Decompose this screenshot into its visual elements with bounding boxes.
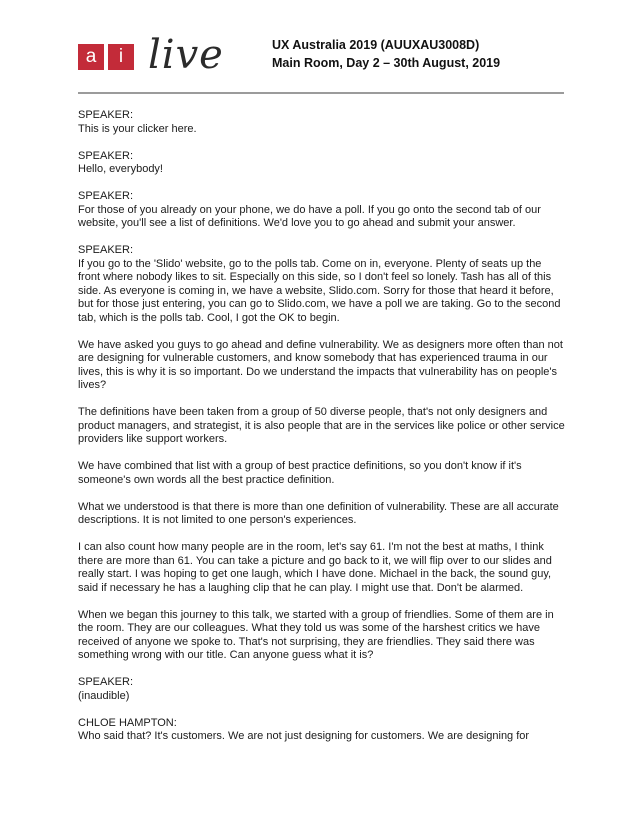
transcript-paragraph: When we began this journey to this talk, we started with a group of friendlies. Some of them are in the room. They are our colleagues. What they told us was some of the harshest critics we have received of anyone we spoke to. That's not surprising, they are friendlies. They said there was something wrong with our title. Can anyone guess what it is? (78, 608, 554, 661)
transcript-section (78, 190, 565, 231)
speaker-label: SPEAKER: (78, 109, 134, 121)
logo-script-live: live (148, 32, 224, 78)
transcript-paragraph: This is your clicker here. (78, 122, 197, 135)
transcript-section (78, 244, 565, 663)
transcript-paragraph: We have combined that list with a group of best practice definitions, so you don't know if it's someone's own words all the best practice definition. (78, 460, 522, 486)
speaker-label: SPEAKER: (78, 244, 134, 256)
transcript-section (78, 109, 565, 136)
document-title-line1: UX Australia 2019 (AUUXAU3008D) (272, 38, 480, 52)
transcript-paragraph: For those of you already on your phone, we do have a poll. If you go onto the second tab of our website, you'll see a list of definitions. We'd love you to go ahead and submit your answer. (78, 203, 541, 229)
transcript-paragraph: The definitions have been taken from a group of 50 diverse people, that's not only designers and product managers, and strategist, it is also people that are in the services like police or other service providers like support workers. (78, 406, 565, 445)
transcript-section (78, 676, 565, 703)
transcript-body (78, 109, 565, 757)
transcript-paragraph: Who said that? It's customers. We are not just designing for customers. We are designing for (78, 730, 530, 742)
speaker-label: SPEAKER: (78, 676, 134, 688)
document-title (272, 37, 500, 72)
logo-letter-a-square: a (78, 44, 104, 70)
transcript-paragraph: I can also count how many people are in the room, let's say 61. I'm not the best at maths, I think there are more than 61. You can take a picture and go back to it, we will flip over to our slides and really start. I was hoping to get one laugh, which I have done. Michael in the back, the sound guy, said if necessary he has a laughing clip that he can play. I might use that. Don't be alarmed. (78, 541, 552, 594)
transcript-paragraph: What we understood is that there is more than one definition of vulnerability. These are all accurate descriptions. It is not limited to one person's experiences. (78, 500, 559, 526)
header-divider (78, 92, 564, 94)
logo-letter-i-square: i (108, 44, 134, 70)
speaker-label: CHLOE HAMPTON: (78, 716, 177, 729)
transcript-section (78, 150, 565, 177)
transcript-paragraph: If you go to the 'Slido' website, go to the polls tab. Come on in, everyone. Plenty of seats up the front where nobody likes to sit. Especially on this side, so I don't feel so lonely. Tash has all of this side. As everyone is coming in, we have a website, Slido.com. Sorry for those that heard it before, but for those just entering, you can go to Slido.com, we have a poll we are taking. Go to the second tab, which is the polls tab. Cool, I got the OK to begin. (78, 257, 561, 324)
ai-live-logo (78, 32, 224, 78)
speaker-label: SPEAKER: (78, 149, 134, 162)
page-header (78, 32, 565, 78)
transcript-paragraph: Hello, everybody! (78, 163, 163, 175)
document-title-line2: Main Room, Day 2 – 30th August, 2019 (272, 55, 501, 70)
transcript-paragraph: We have asked you guys to go ahead and define vulnerability. We as designers more often than not are designing for vulnerable customers, and know somebody that has experienced trauma in our lives, this is why it is so important. Do we understand the impacts that vulnerability has on people's lives? (78, 338, 563, 391)
speaker-label: SPEAKER: (78, 190, 134, 202)
transcript-section (78, 717, 565, 744)
transcript-paragraph: (inaudible) (78, 689, 130, 702)
